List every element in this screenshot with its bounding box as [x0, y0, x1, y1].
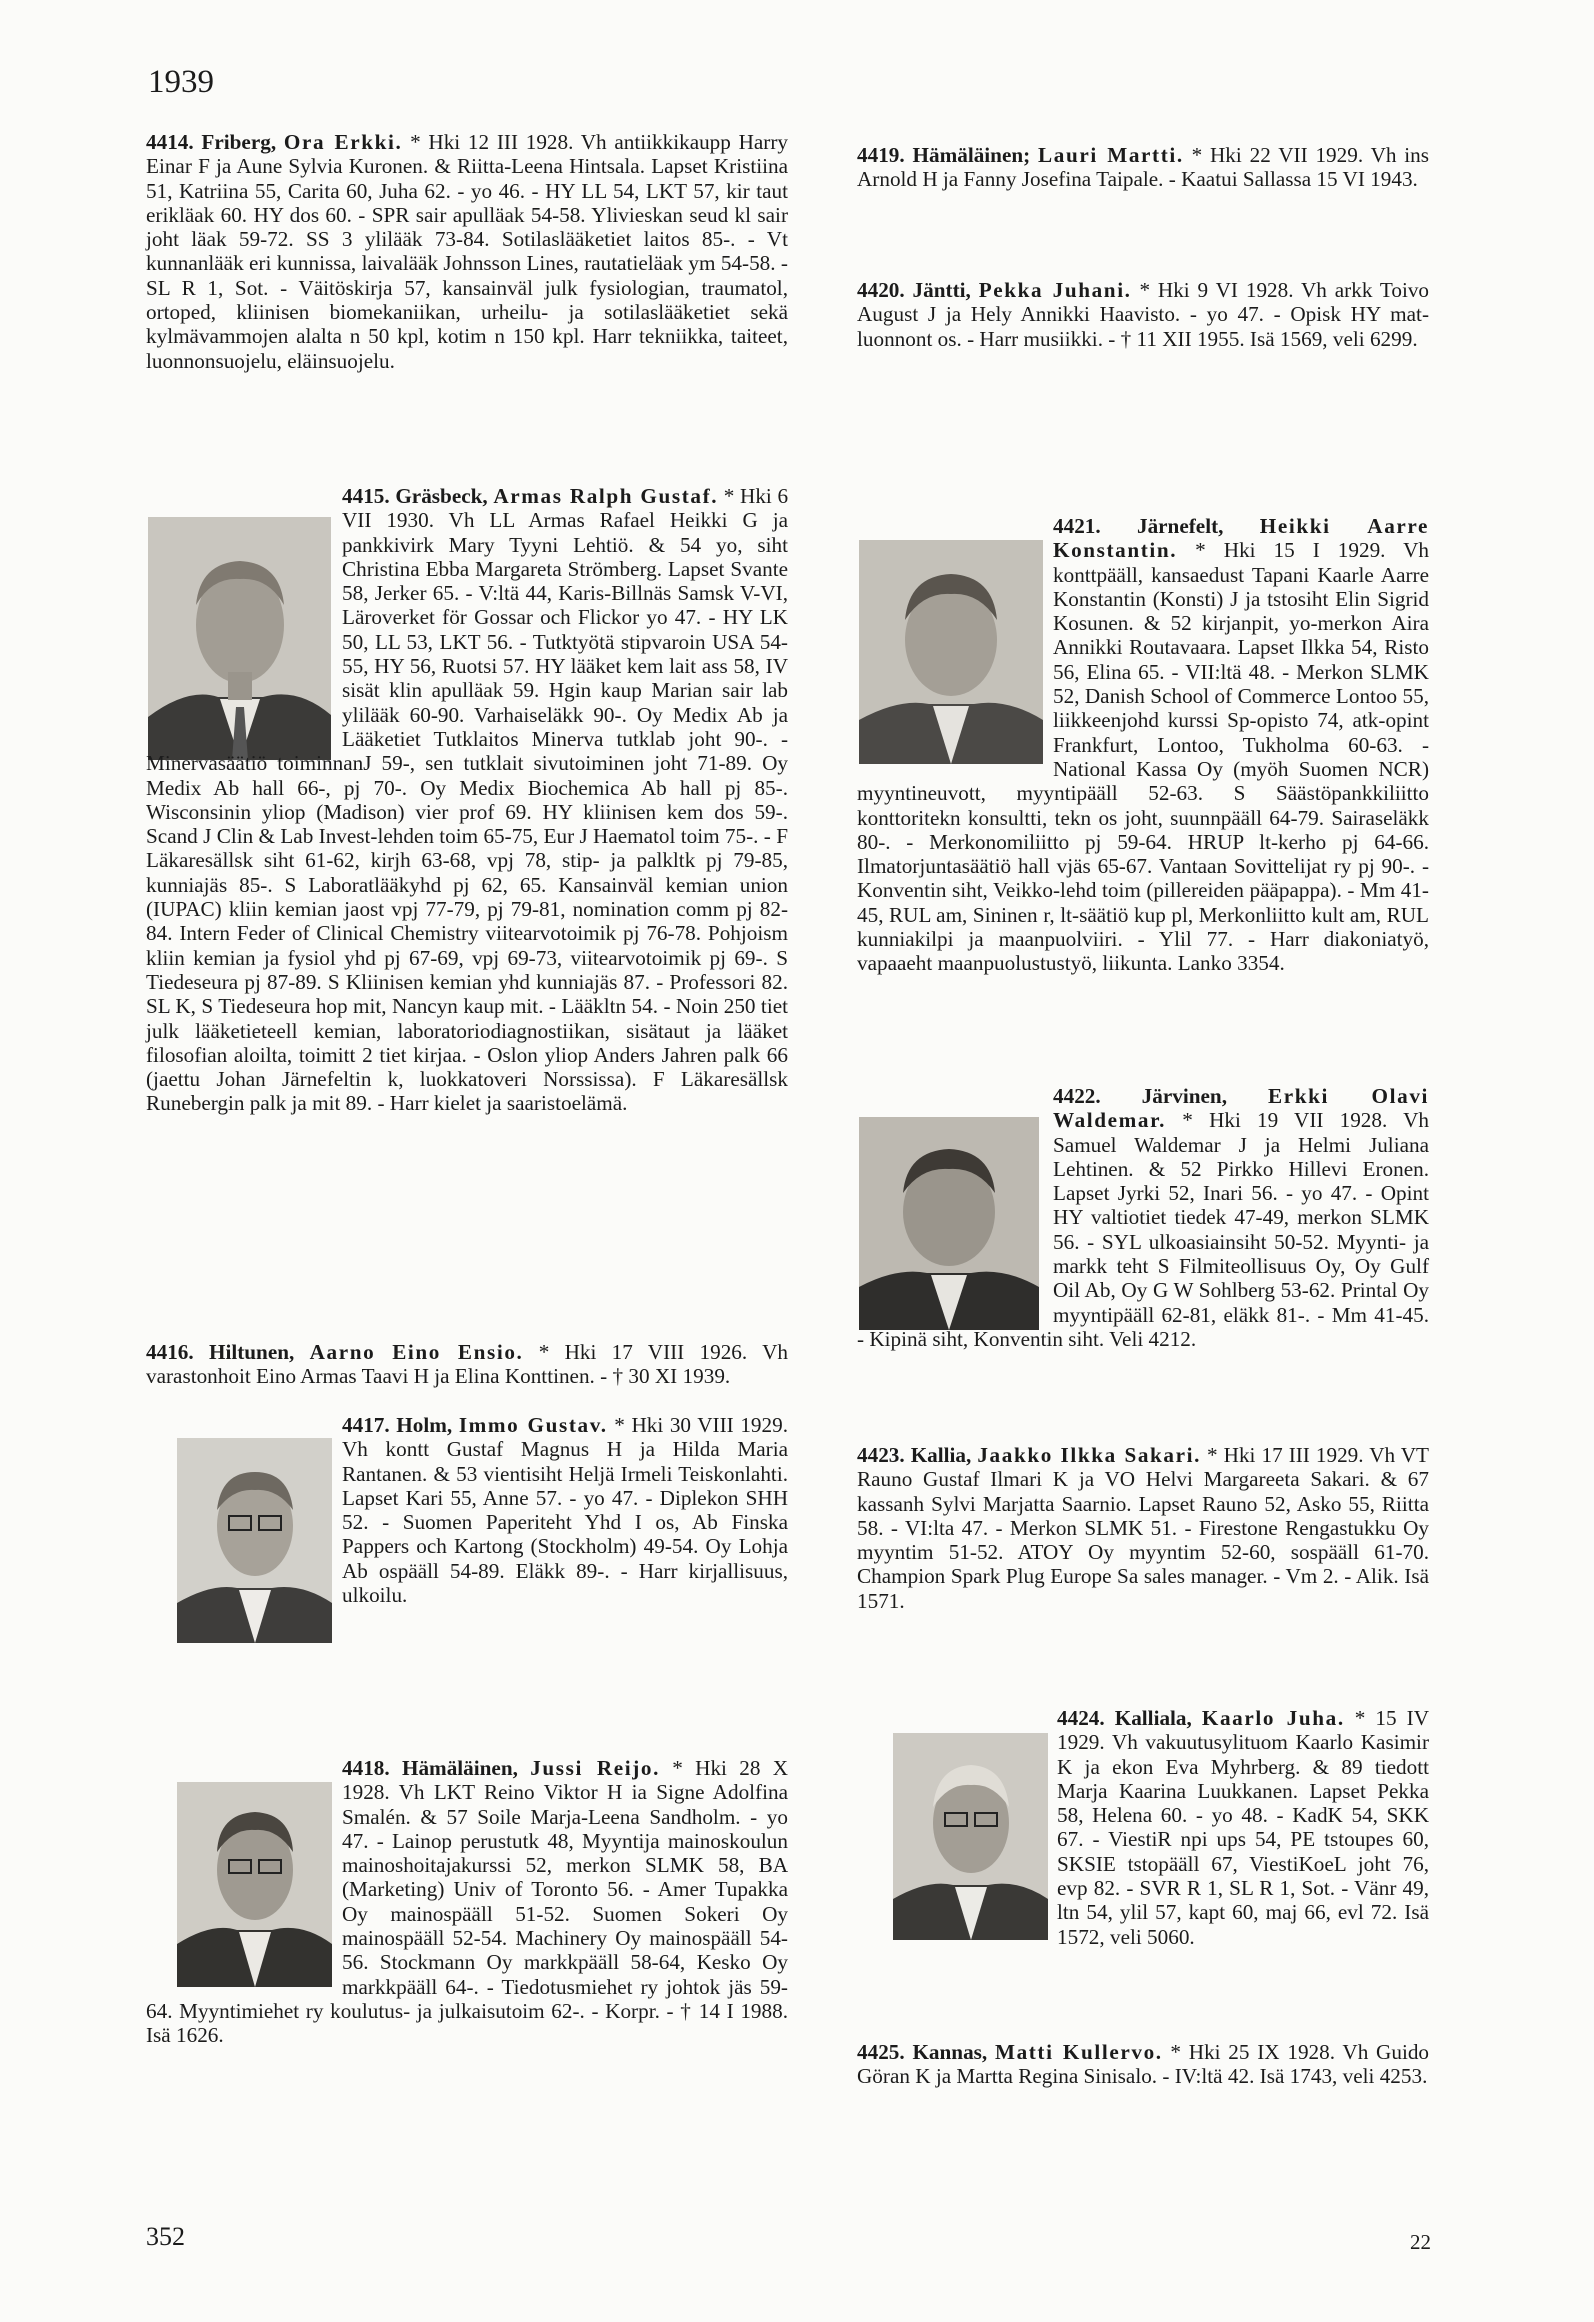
- entry-number: 4415.: [342, 484, 390, 508]
- entry-4421: [857, 514, 1429, 976]
- entry-text: * Hki 30 VIII 1929. Vh kontt Gustaf Magnus H ja Hilda Maria Rantanen. & 53 vientisiht Heljä Irmeli Teiskonlahti. Lapset Kari 55, Anne 57. - yo 47. - Diplekon SHH 52. - Suomen Paperiteht Yhd I os, Ab Finska Pappers och Kartong (Stockholm) 49-54. Oy Lohja Ab ospääll 54-89. Eläkk 89-. - Harr kirjallisuus, ulkoilu.: [342, 1413, 788, 1608]
- entry-given-names: Aarno Eino Ensio.: [309, 1340, 524, 1364]
- entry-text: * Hki 19 VII 1928. Vh Samuel Waldemar J ja Helmi Juliana Lehtinen. & 52 Pirkko Hillevi Eronen. Lapset Jyrki 52, Inari 56. - yo 47. - Opint HY valtiotiet tiedek 47-49, merkon SLMK 56. - SYL ulkoasiainsiht 50-52. Myynti- ja markk teht S Filmiteollisuus Oy, Oy Gulf Oil Ab, Oy G W Sohlberg 53-62. Printal Oy myyntipääll 62-81, eläkk 81-. - Mm 41-45. - Kipinä siht, Konventin siht. Veli 4212.: [857, 1108, 1429, 1351]
- entry-given-names: Kaarlo Juha.: [1201, 1706, 1345, 1730]
- entry-4418: [146, 1756, 788, 2048]
- entry-text: * Hki 17 III 1929. Vh VT Rauno Gustaf Ilmari K ja VO Helvi Margareeta Sakari. & 67 kassanh Sylvi Marjatta Saarnio. Lapset Rauno 52, Asko 55, Riitta 58. - VI:lta 47. - Merkon SLMK 51. - Firestone Rengastukku Oy myyntim 51-52. ATOY Oy myyntim 52-60, sospääll 61-70. Champion Spark Plug Europe Sa sales manager. - Vm 2. - Alik. Isä 1571.: [857, 1443, 1429, 1613]
- entry-surname: Gräsbeck,: [395, 484, 488, 508]
- entry-4423: [857, 1443, 1429, 1613]
- entry-given-names: Erkki Olavi Waldemar.: [1053, 1084, 1429, 1133]
- entry-4414: [146, 130, 788, 373]
- entry-given-names: Jussi Reijo.: [530, 1756, 660, 1780]
- entry-text: * Hki 17 VIII 1926. Vh varastonhoit Eino Armas Taavi H ja Elina Konttinen. - † 30 XI 1939.: [146, 1340, 789, 1389]
- page-year: 1939: [148, 64, 214, 100]
- entry-number: 4414.: [146, 130, 194, 154]
- entry-number: 4419.: [857, 143, 905, 167]
- page-number-left: 352: [146, 2222, 185, 2251]
- entry-given-names: Pekka Juhani.: [978, 278, 1132, 302]
- entry-given-names: Lauri Martti.: [1038, 143, 1184, 167]
- entry-4416: [146, 1340, 788, 1389]
- entry-given-names: Armas Ralph Gustaf.: [493, 484, 719, 508]
- entry-surname: Kalliala,: [1114, 1706, 1192, 1730]
- entry-given-names: Immo Gustav.: [458, 1413, 608, 1437]
- entry-surname: Järvinen,: [1141, 1084, 1227, 1108]
- entry-given-names: Ora Erkki.: [283, 130, 403, 154]
- entry-text: * Hki 25 IX 1928. Vh Guido Göran K ja Martta Regina Sinisalo. - IV:ltä 42. Isä 1743, veli 4253.: [857, 2040, 1430, 2089]
- page-number-right: 22: [1410, 2230, 1431, 2254]
- entry-number: 4420.: [857, 278, 905, 302]
- entry-number: 4421.: [1053, 514, 1101, 538]
- entry-text: * Hki 9 VI 1928. Vh arkk Toivo August J ja Hely Annikki Haavisto. - yo 47. - Opisk HY mat-luonnont os. - Harr musiikki. - † 11 XII 1955. Isä 1569, veli 6299.: [857, 278, 1430, 351]
- entry-4415: [146, 484, 788, 1116]
- entry-surname: Järnefelt,: [1136, 514, 1224, 538]
- entry-4417: [146, 1413, 788, 1629]
- entry-surname: Kannas,: [912, 2040, 988, 2064]
- entry-text: * Hki 12 III 1928. Vh antiikkikaupp Harry Einar F ja Aune Sylvia Kuronen. & Riitta-Leena Hintsala. Lapset Kristiina 51, Katriina 55, Carita 60, Juha 62. - yo 46. - HY LL 54, LKT 57, kir taut erikläak 60. HY dos 60. - SPR sair apulläak 54-58. Ylivieskan seud kl sair joht läak 59-72. SS 3 ylilääk 73-84. Sotilaslääketiet laitos 85-. - Vt kunnanlääk eri kunnissa, laivalääk Johnsson Lines, rautatieläak ym 54-58. - SL R 1, Sot. - Väitöskirja 57, kansainväl julk fysiologian, traumatol, ortoped, kliinisen biomekaniikan, urheilu- ja sotilaslääketiet sekä kylmävammojen alalta n 50 kpl, kotim n 150 kpl. Harr tekniikka, taiteet, luonnonsuojelu, eläinsuojelu.: [146, 130, 789, 373]
- entry-number: 4424.: [1057, 1706, 1105, 1730]
- entry-4420: [857, 278, 1429, 351]
- entry-4419: [857, 143, 1429, 192]
- entry-number: 4423.: [857, 1443, 905, 1467]
- entry-text: * Hki 6 VII 1930. Vh LL Armas Rafael Heikki G ja pankkivirk Mary Tyyni Lehtiö. & 54 yo, siht Christina Ebba Margareta Strömberg. Lapset Svante 58, Jerker 65. - V:ltä 44, Karis-Billnäs Samsk V-VI, Läroverket för Gossar och Flickor yo 47. - HY LK 50, LL 53, LKT 56. - Tutktyötä stipvaroin USA 54-55, HY 56, Ruotsi 57. HY lääket kem lait ass 58, IV sisät klin apulläak 59. Hgin kaup Marian sair lab ylilääk 60-90. Varhaiseläkk 90-. Oy Medix Ab ja Lääketiet Tutklaitos Minerva tutklab joht 90-. - Minervasäätiö toiminnanJ 59-, sen tutklait sivutoiminen joht 71-89. Oy Medix Ab hall 66-, pj 70-. Oy Medix Biochemica Ab hall pj 85-. Wisconsinin yliop (Madison) vier prof 69. HY kliinisen kem dos 59-. Scand J Clin & Lab Invest-lehden toim 65-75, Eur J Haematol toim 75-. - F Läkaresällsk siht 61-62, kirjh 63-68, vpj 78, stip- ja palkltk pj 79-85, kunniajäs 85-. S Laboratlääkyhd pj 62, 65. Kansainväl kemian union (IUPAC) kliin kemian jaost vpj 77-79, pj 79-81, nomination comm pj 82-84. Intern Feder of Clinical Chemistry viitearvotoimik pj 76-78. Pohjoism kliin kemian ja fysiol yhd pj 67-69, vpj 69-73, viitearvotoimik pj 69-. S Tiedeseura pj 87-89. S Kliinisen kemian yhd kunniajäs 87. - Professori 82. SL K, S Tiedeseura hop mit, Nancyn kaup mit. - Lääkltn 54. - Noin 250 tiet julk lääketieteell kemian, laboratoriodiagnostiikan, sisätaut ja lääket filosofian aloilta, toimitt 2 tiet kirjaa. - Oslon yliop Anders Jahren palk 66 (jaettu Johan Järnefeltin k, luokkatoveri Norssissa). F Läkaresällsk Runebergin palk ja mit 89. - Harr kielet ja saaristoelämä.: [146, 484, 789, 1116]
- entry-text: * 15 IV 1929. Vh vakuutusylituom Kaarlo Kasimir K ja ekon Eva Myhrberg. & 89 tiedott Marja Kaarina Luukkanen. Lapset Pekka 58, Helena 60. - yo 48. - KadK 54, SKK 67. - ViestiR npi ups 54, PE tstoupes 60, SKSIE tstopääll 67, ViestiKoeL joht 76, evp 82. - SVR R 1, SL R 1, Sot. - Vänr 49, ltn 54, ylil 57, kapt 60, maj 66, evl 72. Isä 1572, veli 5060.: [1057, 1706, 1430, 1949]
- entry-number: 4422.: [1053, 1084, 1101, 1108]
- entry-number: 4417.: [342, 1413, 390, 1437]
- entry-surname: Hämäläinen;: [912, 143, 1031, 167]
- entry-surname: Friberg,: [201, 130, 277, 154]
- entry-text: * Hki 15 I 1929. Vh konttpääll, kansaedust Tapani Kaarle Aarre Konstantin (Konsti) J ja tstosiht Elin Sigrid Kosunen. & 52 kirjanpit, yo-merkon Aira Annikki Routavaara. Lapset Ilkka 54, Risto 56, Elina 65. - VII:ltä 48. - Merkon SLMK 52, Danish School of Commerce Lontoo 55, liikkeenjohd kurssi Sp-opisto 74, atk-opint Frankfurt, Lontoo, Tukholma 60-63. - National Kassa Oy (myöh Suomen NCR) myyntineuvott, myyntipääll 52-63. S Säästöpankkiliitto konttoritekn konsultti, tekn os joht, suunnpääll 64-79. Sairaseläkk 80-. - Merkonomiliitto pj 59-64. HRUP lt-kerho pj 64-66. Ilmatorjuntasäätiö hall vjäs 65-67. Vantaan Sovittelijat ry pj 90-. - Konventin siht, Veikko-lehd toim (pillereiden pääpappa). - Mm 41-45, RUL am, Sininen r, lt-säätiö kup pl, Merkonliitto kult am, RUL kunniakilpi ja maanpuolviiri. - Ylil 77. - Harr diakoniatyö, vapaaeht maanpuolustustyö, liikunta. Lanko 3354.: [857, 538, 1429, 976]
- entry-given-names: Heikki Aarre Konstantin.: [1053, 514, 1430, 563]
- entry-given-names: Jaakko Ilkka Sakari.: [977, 1443, 1201, 1467]
- entry-4422: [857, 1084, 1429, 1351]
- entry-text: * Hki 22 VII 1929. Vh ins Arnold H ja Fanny Josefina Taipale. - Kaatui Sallassa 15 VI 1943.: [857, 143, 1430, 192]
- entry-number: 4425.: [857, 2040, 905, 2064]
- entry-4425: [857, 2040, 1429, 2089]
- entry-surname: Hämäläinen,: [401, 1756, 518, 1780]
- entry-surname: Jäntti,: [912, 278, 971, 302]
- entry-text: * Hki 28 X 1928. Vh LKT Reino Viktor H ia Signe Adolfina Smalén. & 57 Soile Marja-Leena Sandholm. - yo 47. - Lainop perustutk 48, Myyntija mainoskoulun mainoshoitajakurssi 52, merkon SLMK 58, BA (Marketing) Univ of Toronto 56. - Amer Tupakka Oy mainospääll 51-52. Suomen Sokeri Oy mainospääll 52-54. Machinery Oy mainospääll 54-56. Stockmann Oy markkpääll 58-64, Kesko Oy markkpääll 64-. - Tiedotusmiehet ry johtok jäs 59-64. Myyntimiehet ry koulutus- ja julkaisutoim 62-. - Korpr. - † 14 I 1988. Isä 1626.: [146, 1756, 789, 2048]
- entry-given-names: Matti Kullervo.: [994, 2040, 1163, 2064]
- entry-surname: Holm,: [396, 1413, 453, 1437]
- entry-number: 4416.: [146, 1340, 194, 1364]
- entry-4424: [857, 1706, 1429, 1949]
- entry-surname: Kallia,: [910, 1443, 972, 1467]
- entry-number: 4418.: [342, 1756, 390, 1780]
- entry-surname: Hiltunen,: [208, 1340, 295, 1364]
